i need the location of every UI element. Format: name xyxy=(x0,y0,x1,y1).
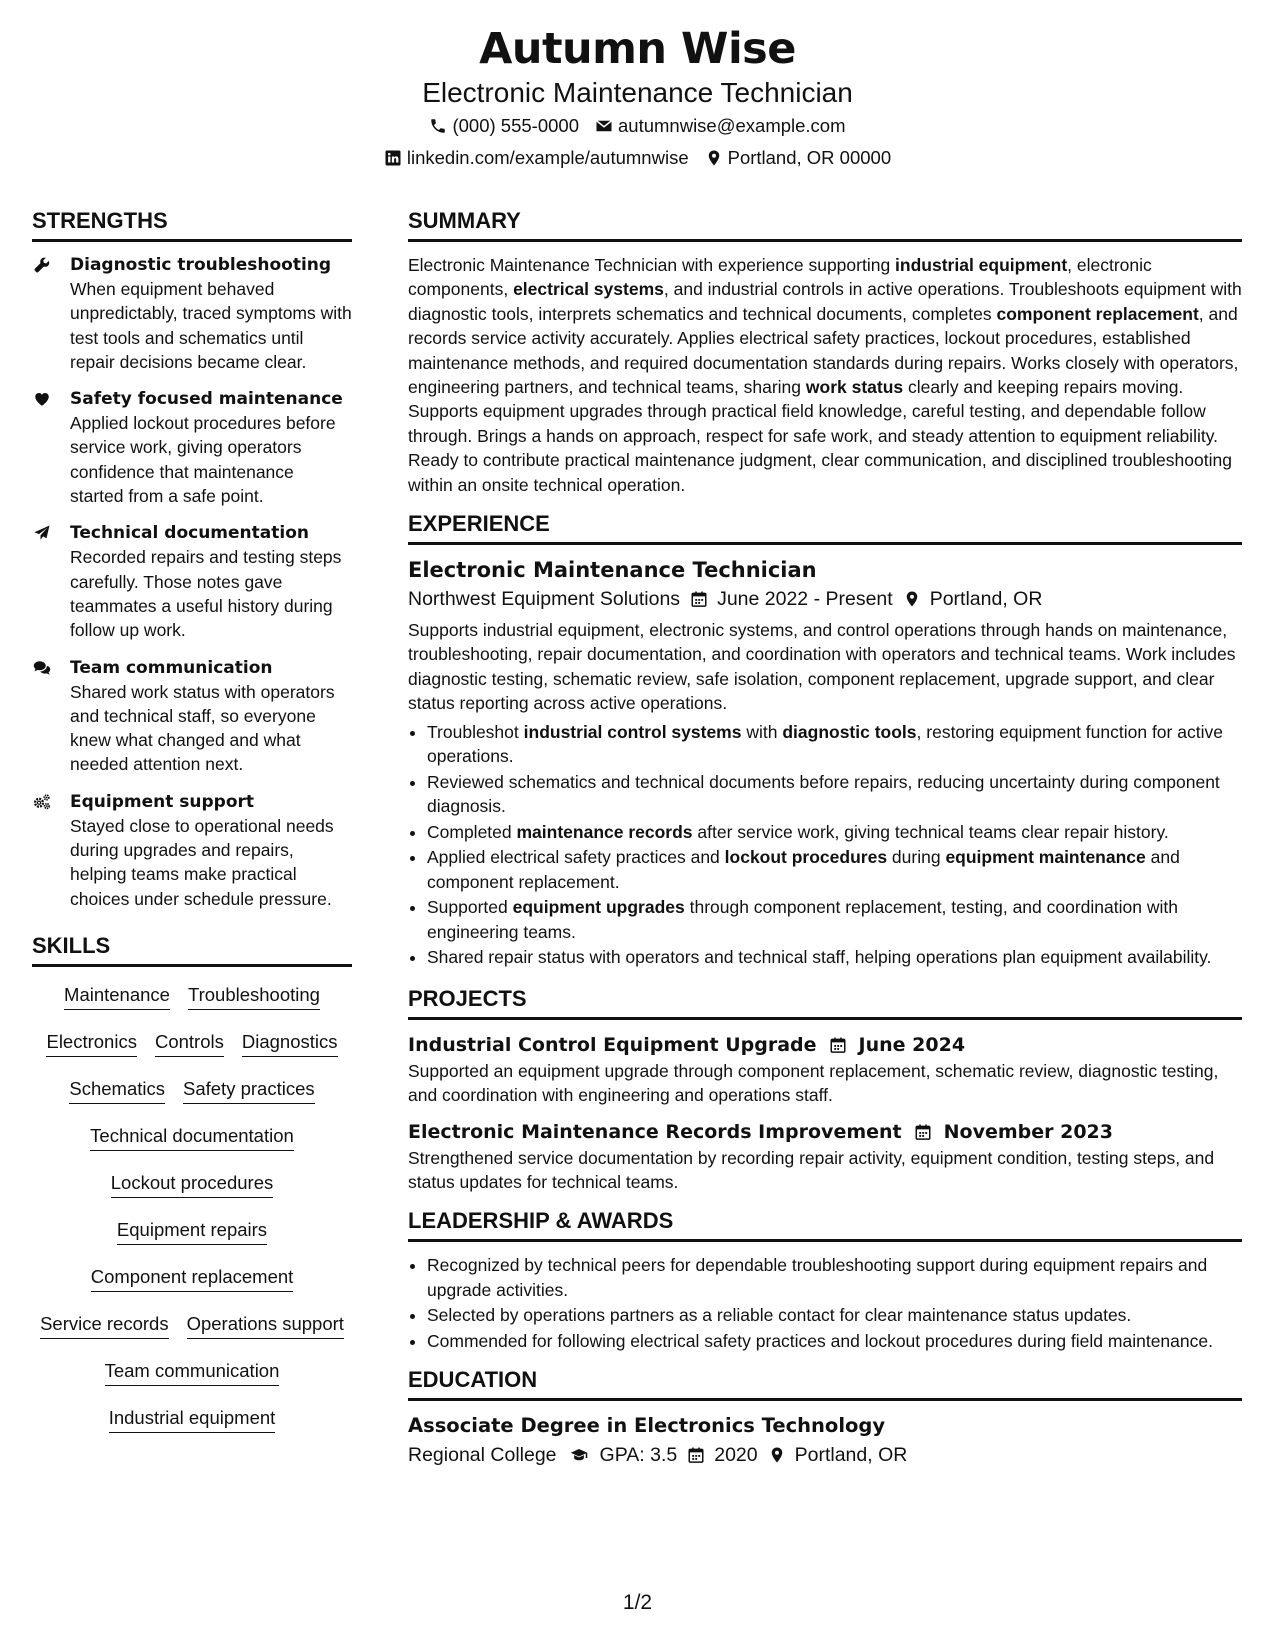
calendar-icon xyxy=(690,590,708,608)
project-date: June 2024 xyxy=(858,1033,966,1056)
degree-title: Associate Degree in Electronics Technology xyxy=(408,1414,886,1438)
candidate-title: Electronic Maintenance Technician xyxy=(422,77,853,108)
education-heading: EDUCATION xyxy=(408,1367,1242,1401)
skill-tag: Service records xyxy=(40,1313,169,1339)
strength-title: Diagnostic troubleshooting xyxy=(70,255,332,275)
location-contact xyxy=(705,142,892,174)
strength-desc: When equipment behaved unpredictably, traced symptoms with test tools and schematics until repair decisions became clear. xyxy=(70,279,352,372)
wrench-icon xyxy=(32,256,52,274)
strength-item xyxy=(32,656,352,777)
strength-desc: Stayed close to operational needs during upgrades and repairs, helping teams make practical choices under schedule pressure. xyxy=(70,815,334,909)
job-bullet: • Shared repair status with operators and technical staff, helping operations plan equipment availability. xyxy=(427,945,1242,969)
left-column xyxy=(32,208,352,1433)
paper-plane-icon xyxy=(32,524,52,542)
map-marker-icon xyxy=(903,590,921,608)
school-name: Regional College xyxy=(408,1444,557,1467)
linkedin-icon xyxy=(384,149,402,167)
leadership-item: • Commended for following electrical safety practices and lockout procedures during field maintenance. xyxy=(427,1329,1242,1353)
job-bullet: • Applied electrical safety practices and lockout procedures during equipment maintenance and component replacement. xyxy=(427,845,1242,894)
phone-contact xyxy=(429,110,579,142)
calendar-icon xyxy=(687,1446,705,1464)
leadership-heading: LEADERSHIP & AWARDS xyxy=(408,1208,1242,1242)
skill-tag: Operations support xyxy=(187,1313,344,1339)
job-meta xyxy=(408,584,1242,614)
project-title: Electronic Maintenance Records Improvement xyxy=(408,1120,902,1143)
strength-item xyxy=(32,521,352,642)
candidate-name: Autumn Wise xyxy=(479,24,796,74)
skill-tag: Equipment repairs xyxy=(117,1219,267,1245)
graduation-year: 2020 xyxy=(714,1444,758,1467)
job-bullet: • Reviewed schematics and technical documents before repairs, reducing uncertainty during component diagnosis. xyxy=(427,770,1242,819)
projects-heading: PROJECTS xyxy=(408,986,1242,1020)
summary-heading: SUMMARY xyxy=(408,208,1242,242)
linkedin-contact[interactable] xyxy=(384,142,689,174)
strength-title: Equipment support xyxy=(70,791,255,812)
strength-title: Safety focused maintenance xyxy=(70,389,343,410)
job-dates: June 2022 - Present xyxy=(717,588,893,611)
skill-tag: Electronics xyxy=(46,1031,136,1057)
job-bullet: • Troubleshot industrial control systems with diagnostic tools, restoring equipment function for active operations. xyxy=(427,720,1242,769)
job-bullet: • Completed maintenance records after service work, giving technical teams clear repair history. xyxy=(427,820,1242,844)
skill-tag: Lockout procedures xyxy=(111,1172,274,1198)
skills-heading: SKILLS xyxy=(32,933,352,967)
graduation-cap-icon xyxy=(567,1446,591,1464)
skill-tag: Safety practices xyxy=(183,1078,315,1104)
skills-list xyxy=(32,978,352,1433)
leadership-item: • Selected by operations partners as a reliable contact for clear maintenance status updates. xyxy=(427,1303,1242,1327)
strengths-heading: STRENGTHS xyxy=(32,208,352,242)
job-title: Electronic Maintenance Technician xyxy=(408,558,817,583)
skill-tag: Controls xyxy=(155,1031,224,1057)
heart-icon xyxy=(32,390,52,408)
education-location: Portland, OR xyxy=(794,1444,908,1467)
phone-icon xyxy=(429,117,447,135)
gears-icon xyxy=(32,793,52,811)
email-contact[interactable] xyxy=(595,110,846,142)
calendar-icon xyxy=(829,1036,847,1054)
company-name: Northwest Equipment Solutions xyxy=(408,588,681,611)
strength-item xyxy=(32,387,352,508)
skill-tag: Diagnostics xyxy=(242,1031,338,1057)
leadership-item: • Recognized by technical peers for dependable troubleshooting support during equipment repairs and upgrade activities. xyxy=(427,1253,1242,1302)
project-title: Industrial Control Equipment Upgrade xyxy=(408,1033,817,1056)
email-text[interactable]: autumnwise@example.com xyxy=(618,115,846,136)
job-location: Portland, OR xyxy=(929,588,1043,611)
education-meta xyxy=(408,1440,1242,1470)
strength-desc: Applied lockout procedures before service work, giving operators confidence that maintenance started from a safe point. xyxy=(70,413,336,507)
strength-desc: Recorded repairs and testing steps carefully. Those notes gave teammates a useful history during follow up work. xyxy=(70,547,342,641)
skill-tag: Schematics xyxy=(69,1078,165,1104)
strength-item xyxy=(32,253,352,374)
strength-desc: Shared work status with operators and technical staff, so everyone knew what changed and what needed attention next. xyxy=(70,681,335,775)
skill-tag: Technical documentation xyxy=(90,1125,294,1151)
leadership-list xyxy=(408,1253,1242,1353)
comments-icon xyxy=(32,659,52,677)
job-description: Supports industrial equipment, electronic systems, and control operations through hands on maintenance, troubleshooting, repair documentation, and coordination with operators and technical teams. Work includes diagnostic testing, schematic review, safe isolation, component replacement, upgrade support, and clear status reporting across active operations. xyxy=(408,620,1236,714)
job-bullet: • Supported equipment upgrades through component replacement, testing, and coordination with engineering teams. xyxy=(427,895,1242,944)
resume-header xyxy=(0,22,1275,174)
gpa: GPA: 3.5 xyxy=(599,1444,678,1467)
contact-row-1 xyxy=(0,110,1275,142)
project-title-row xyxy=(408,1118,1242,1146)
page-number: 1/2 xyxy=(622,1591,653,1614)
envelope-icon xyxy=(595,117,613,135)
job-bullets xyxy=(408,720,1242,970)
skill-tag: Maintenance xyxy=(64,984,170,1010)
project-desc: Supported an equipment upgrade through component replacement, schematic review, diagnostic testing, and coordination with engineering and operations staff. xyxy=(408,1060,1219,1106)
project-date: November 2023 xyxy=(943,1120,1114,1143)
contact-row-2 xyxy=(0,142,1275,174)
map-marker-icon xyxy=(768,1446,786,1464)
project-title-row xyxy=(408,1031,1242,1059)
skill-tag: Troubleshooting xyxy=(188,984,320,1010)
strength-item xyxy=(32,790,352,911)
skill-tag: Component replacement xyxy=(91,1266,294,1292)
strength-title: Team communication xyxy=(70,657,273,678)
linkedin-text[interactable]: linkedin.com/example/autumnwise xyxy=(406,147,689,168)
experience-heading: EXPERIENCE xyxy=(408,511,1242,545)
map-marker-icon xyxy=(705,149,723,167)
skill-tag: Team communication xyxy=(105,1360,280,1386)
phone-text: (000) 555-0000 xyxy=(452,115,579,136)
strength-title: Technical documentation xyxy=(70,523,309,544)
calendar-icon xyxy=(914,1123,932,1141)
summary-text: Electronic Maintenance Technician with experience supporting industrial equipment, electronic components, electrical systems, and industrial controls in active operations. Troubleshoots equipment with diagnostic tools, interprets schematics and technical documents, completes component replacement, and records service activity accurately. Applies electrical safety practices, lockout procedures, established maintenance methods, and required documentation standards during repairs. Works closely with operators, engineering partners, and technical teams, sharing work status clearly and keeping repairs moving. Supports equipment upgrades through practical field knowledge, careful testing, and dependable follow through. Brings a hands on approach, respect for safe work, and steady attention to equipment reliability. Ready to contribute practical maintenance judgment, clear communication, and disciplined troubleshooting within an onsite technical operation. xyxy=(408,255,1242,495)
right-column xyxy=(408,208,1242,1474)
location-text: Portland, OR 00000 xyxy=(727,147,892,168)
skill-tag: Industrial equipment xyxy=(109,1407,276,1433)
project-desc: Strengthened service documentation by recording repair activity, equipment condition, testing steps, and status updates for technical teams. xyxy=(408,1147,1215,1192)
